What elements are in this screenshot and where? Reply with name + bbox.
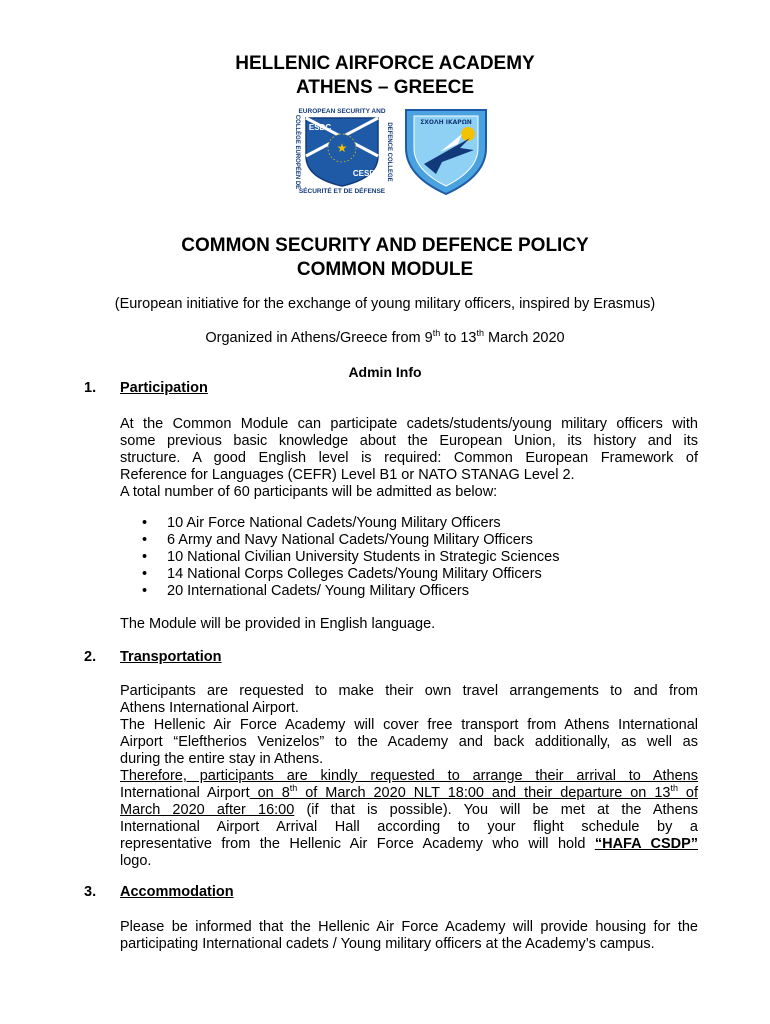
hafa-logo <box>406 110 486 194</box>
participants-list <box>142 515 560 600</box>
paragraph-line: structure. A good English level is required: Common European Framework of <box>120 450 698 466</box>
header-line-1: HELLENIC AIRFORCE ACADEMY <box>235 53 535 74</box>
organized-sup-2: th <box>476 328 484 339</box>
paragraph-line: The Hellenic Air Force Academy will cover free transport from Athens International <box>120 717 698 733</box>
logos-svg <box>0 104 770 196</box>
section-title: Transportation <box>120 649 222 665</box>
section-number: 1. <box>84 380 97 396</box>
section-accommodation-heading <box>84 884 234 900</box>
paragraph-line: At the Common Module can participate cadets/students/young military officers with <box>120 416 698 432</box>
paragraph-line: International Airport Arrival Hall according to your flight schedule by a <box>120 819 698 835</box>
admin-info-heading: Admin Info <box>348 364 422 380</box>
paragraph-line: Airport “Eleftherios Venizelos” to the Academy and back additionally, as well as <box>120 734 698 750</box>
module-title-line-2: COMMON MODULE <box>296 259 474 280</box>
section-participation-heading <box>84 380 208 396</box>
organized-mid: to 13 <box>440 330 477 346</box>
esdc-left-text: COLLÈGE EUROPÉEN DE <box>294 114 300 190</box>
paragraph-line: Participants are requested to make their own travel arrangements to and from <box>120 683 698 699</box>
svg-text:★: ★ <box>336 141 348 155</box>
organized-dates <box>0 330 770 346</box>
section-title: Accommodation <box>120 884 234 900</box>
paragraph-line: Reference for Languages (CEFR) Level B1 or NATO STANAG Level 2. <box>120 467 575 483</box>
paragraph-line: participating International cadets / Young military officers at the Academy’s campus. <box>120 936 655 952</box>
organized-suffix: March 2020 <box>484 330 565 346</box>
section-number: 2. <box>84 649 97 665</box>
list-item: • 10 Air Force National Cadets/Young Military Officers <box>142 515 560 532</box>
paragraph-line: some previous basic knowledge about the European Union, its history and its <box>120 433 698 449</box>
esdc-right-text: DEFENCE COLLEGE <box>386 122 392 182</box>
hafa-csdp-label: “HAFA CSDP” <box>594 836 699 852</box>
organized-sup-1: th <box>432 328 441 339</box>
paragraph-line: Please be informed that the Hellenic Air Force Academy will provide housing for the <box>120 919 698 935</box>
cesd-abbr: CESD <box>352 169 376 178</box>
section-title: Participation <box>120 380 208 396</box>
esdc-top-text: EUROPEAN SECURITY AND <box>298 108 386 115</box>
paragraph-line: Therefore, participants are kindly requested to arrange their arrival to Athens <box>120 768 698 784</box>
list-item: • 14 National Corps Colleges Cadets/Young Military Officers <box>142 566 560 583</box>
list-item: • 6 Army and Navy National Cadets/Young Military Officers <box>142 532 560 549</box>
esdc-abbr: ESDC <box>308 123 332 132</box>
esdc-logo <box>289 106 393 195</box>
accommodation-paragraph <box>120 919 698 953</box>
paragraph-line: A total number of 60 participants will be admitted as below: <box>120 484 498 500</box>
esdc-bottom-text: SÉCURITÉ ET DE DÉFENSE <box>298 188 386 195</box>
subtitle: (European initiative for the exchange of young military officers, inspired by Erasmus) <box>114 296 656 312</box>
paragraph-line: March 2020 after 16:00 (if that is possible). You will be met at the Athens <box>120 802 698 818</box>
section-transportation-heading <box>84 649 222 665</box>
participation-closing: The Module will be provided in English language. <box>120 616 436 632</box>
paragraph-line: International Airport on 8th of March 2020 NLT 18:00 and their departure on 13th of <box>120 783 699 801</box>
module-title-line-1: COMMON SECURITY AND DEFENCE POLICY <box>181 235 589 256</box>
logos-row <box>0 104 770 196</box>
transportation-paragraph <box>120 683 698 870</box>
list-item: • 20 International Cadets/ Young Military Officers <box>142 583 560 600</box>
section-number: 3. <box>84 884 97 900</box>
header-line-2: ATHENS – GREECE <box>295 77 475 98</box>
paragraph-line: logo. <box>120 853 152 869</box>
paragraph-line: during the entire stay in Athens. <box>120 751 324 767</box>
participation-paragraph <box>120 416 698 501</box>
hafa-ring-text: ΣΧΟΛΗ ΙΚΑΡΩΝ <box>420 119 472 126</box>
paragraph-line: representative from the Hellenic Air Force Academy who will hold “HAFA CSDP” <box>120 836 699 852</box>
paragraph-line: Athens International Airport. <box>120 700 299 716</box>
list-item: • 10 National Civilian University Students in Strategic Sciences <box>142 549 560 566</box>
sun-icon <box>461 127 475 141</box>
organized-prefix: Organized in Athens/Greece from 9 <box>205 330 433 346</box>
